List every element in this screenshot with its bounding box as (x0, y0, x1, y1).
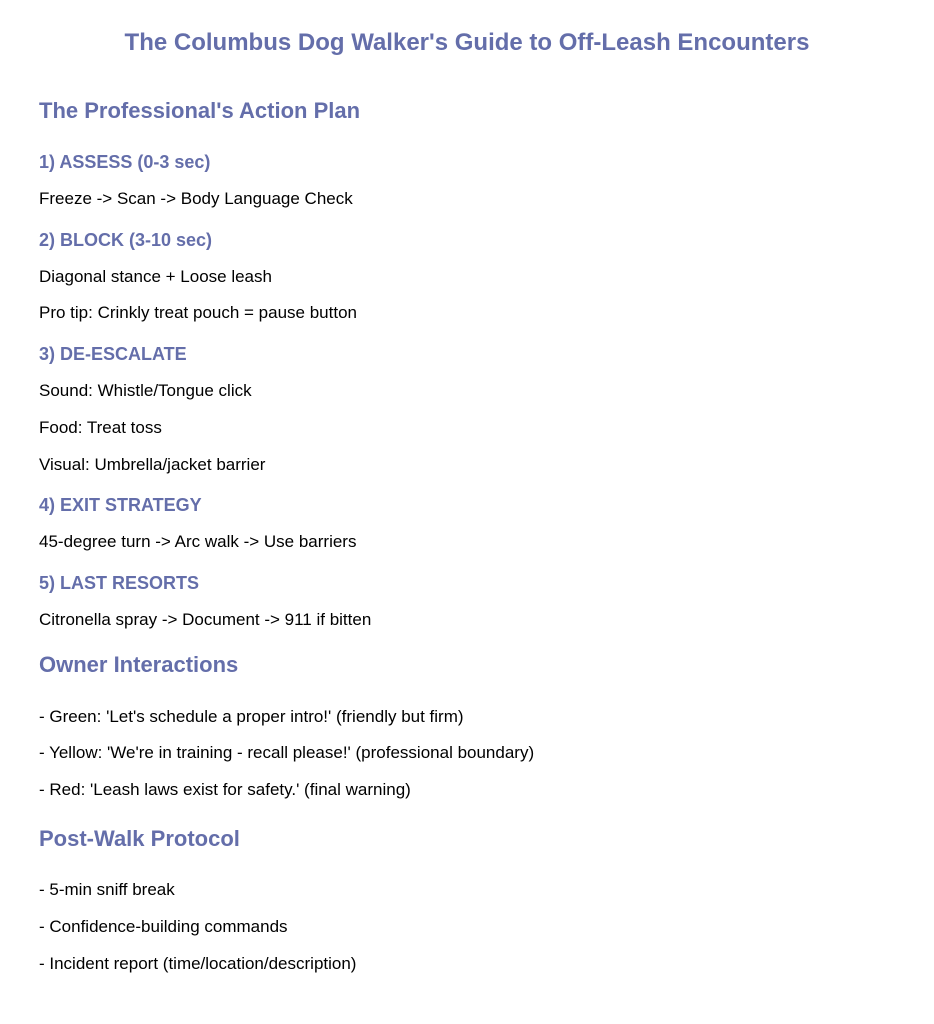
step-line: Citronella spray -> Document -> 911 if bitten (39, 610, 372, 629)
step-line: Sound: Whistle/Tongue click (39, 381, 252, 400)
list-item: - 5-min sniff break (39, 880, 175, 899)
step-line: Food: Treat toss (39, 418, 162, 437)
list-item: - Incident report (time/location/description) (39, 954, 357, 973)
section-heading-owner-interactions: Owner Interactions (39, 652, 239, 677)
section-heading-post-walk: Post-Walk Protocol (39, 826, 240, 851)
step-line: Diagonal stance + Loose leash (39, 267, 272, 286)
list-item: - Red: 'Leash laws exist for safety.' (final warning) (39, 780, 411, 799)
step-heading-last-resorts: 5) LAST RESORTS (39, 573, 200, 593)
list-item: - Yellow: 'We're in training - recall please!' (professional boundary) (39, 743, 535, 762)
document-title: The Columbus Dog Walker's Guide to Off-Leash Encounters (124, 29, 810, 56)
list-item: - Green: 'Let's schedule a proper intro!' (friendly but firm) (39, 707, 464, 726)
step-heading-block: 2) BLOCK (3-10 sec) (39, 230, 213, 250)
step-heading-assess: 1) ASSESS (0-3 sec) (39, 152, 211, 172)
step-heading-de-escalate: 3) DE-ESCALATE (39, 344, 187, 364)
section-heading-action-plan: The Professional's Action Plan (39, 98, 361, 123)
step-heading-exit-strategy: 4) EXIT STRATEGY (39, 495, 202, 515)
list-item: - Confidence-building commands (39, 917, 288, 936)
step-line: 45-degree turn -> Arc walk -> Use barriers (39, 532, 357, 551)
step-line: Pro tip: Crinkly treat pouch = pause button (39, 303, 357, 322)
step-line: Freeze -> Scan -> Body Language Check (39, 189, 353, 208)
step-line: Visual: Umbrella/jacket barrier (39, 455, 266, 474)
